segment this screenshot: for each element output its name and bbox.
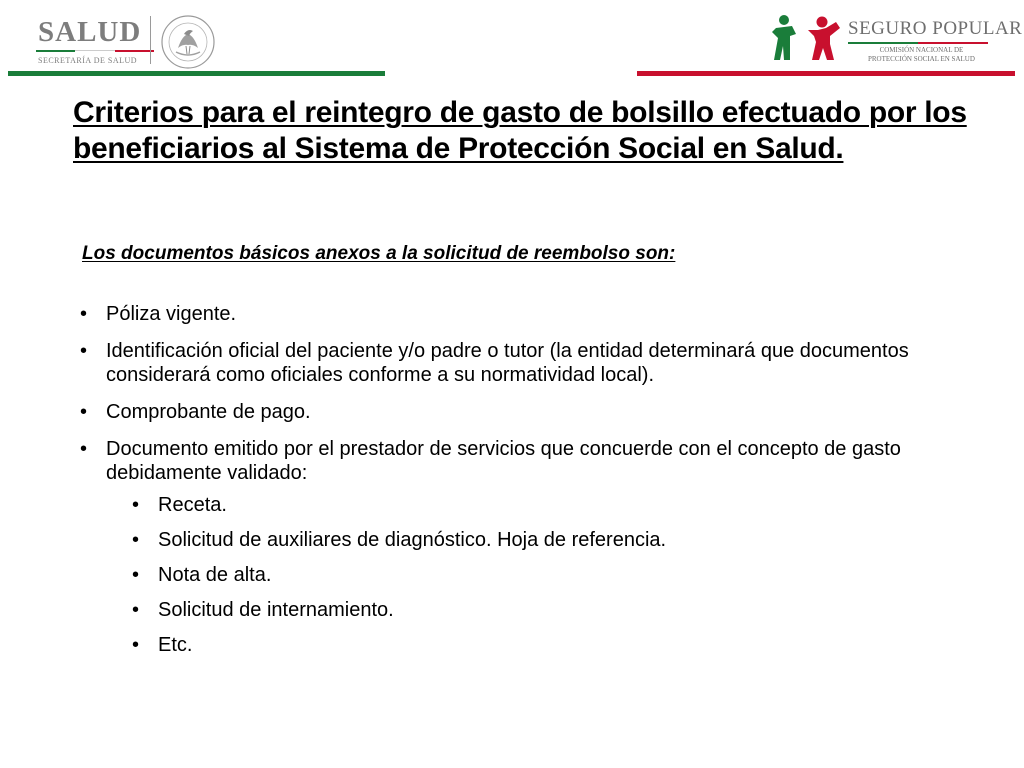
sublist-item-text: Nota de alta. — [158, 564, 272, 586]
list-item — [80, 339, 960, 387]
list-item-text: Póliza vigente. — [106, 303, 237, 325]
seguro-popular-text: SEGURO POPULAR — [848, 18, 1023, 39]
sublist-item-text: Receta. — [158, 494, 227, 516]
salud-logo — [30, 14, 230, 64]
comision-nacional-text — [868, 46, 975, 64]
sublist-item-text: Etc. — [158, 634, 193, 656]
comision-line-1: COMISIÓN NACIONAL DE — [879, 46, 964, 54]
comision-line-2: PROTECCIÓN SOCIAL EN SALUD — [868, 55, 975, 63]
sublist-item — [132, 563, 960, 587]
documents-list — [80, 302, 960, 670]
slide-subtitle: Los documentos básicos anexos a la solicitud de reembolso son: — [82, 243, 676, 264]
sublist-item-text: Solicitud de internamiento. — [158, 599, 394, 621]
seguro-popular-rule — [848, 42, 988, 44]
list-item-text: Comprobante de pago. — [106, 401, 311, 423]
header-green-bar — [8, 71, 385, 76]
sublist-item-text: Solicitud de auxiliares de diagnóstico. Hoja de referencia. — [158, 529, 667, 551]
seguro-popular-logo — [770, 14, 1023, 64]
logo-divider — [150, 16, 151, 64]
mexican-seal-icon — [160, 14, 216, 70]
secretaria-de-salud-text: SECRETARÍA DE SALUD — [38, 56, 138, 65]
list-item — [80, 437, 960, 657]
sublist-item — [132, 528, 960, 552]
list-item-text: Documento emitido por el prestador de servicios que concuerde con el concepto de gasto debidamente validado: — [106, 438, 901, 484]
salud-logo-text: SALUD — [38, 16, 142, 48]
salud-logo-rule — [36, 50, 154, 52]
sublist-item — [132, 633, 960, 657]
document-types-sublist — [132, 493, 960, 657]
list-item — [80, 302, 960, 326]
header-red-bar — [637, 71, 1015, 76]
sublist-item — [132, 598, 960, 622]
list-item-text: Identificación oficial del paciente y/o padre o tutor (la entidad determinará que documentos considerará como oficiales conforme a su normatividad local). — [106, 340, 909, 386]
sublist-item — [132, 493, 960, 517]
seguro-popular-figures-icon — [770, 14, 850, 62]
list-item — [80, 400, 960, 424]
slide-title: Criterios para el reintegro de gasto de bolsillo efectuado por los beneficiarios al Sistema de Protección Social en Salud. — [73, 96, 967, 165]
